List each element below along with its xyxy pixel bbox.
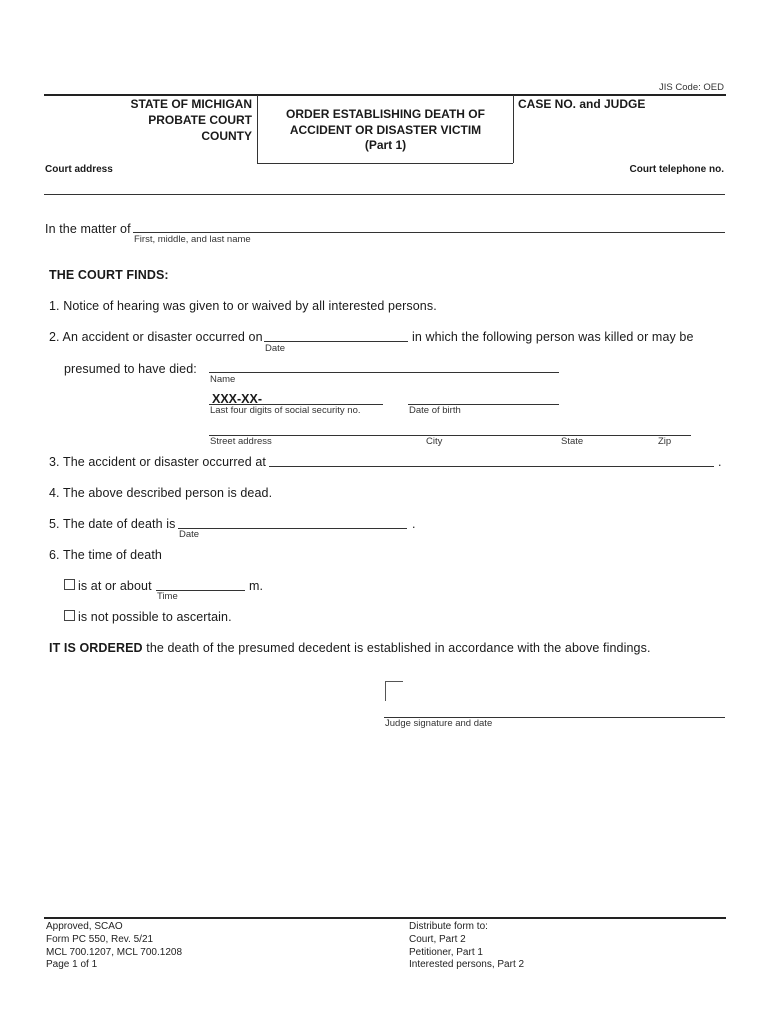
footer-page: Page 1 of 1 — [46, 959, 98, 971]
time-known-checkbox[interactable] — [64, 579, 75, 590]
accident-location-field[interactable] — [269, 466, 714, 467]
court-type: PROBATE COURT — [148, 113, 252, 127]
matter-label: In the matter of — [45, 222, 131, 236]
finding-1: 1. Notice of hearing was given to or waived by all interested persons. — [49, 299, 437, 313]
header-divider-2 — [513, 95, 514, 163]
form-title — [258, 107, 513, 154]
jis-code: JIS Code: OED — [659, 82, 724, 93]
order-statement — [49, 641, 651, 655]
court-address-line[interactable] — [44, 194, 725, 195]
footer-left — [46, 921, 182, 972]
ssn-prefix: XXX-XX- — [212, 392, 263, 406]
finding-2-text-c: presumed to have died: — [64, 362, 197, 376]
death-date-label: Date — [179, 529, 200, 540]
signature-corner-mark — [385, 681, 403, 701]
order-bold: IT IS ORDERED — [49, 641, 143, 655]
ssn-label: Last four digits of social security no. — [210, 405, 361, 416]
state-label: State — [561, 436, 584, 447]
footer-right — [409, 921, 524, 972]
state-name: STATE OF MICHIGAN — [130, 97, 252, 111]
court-finds-heading: THE COURT FINDS: — [49, 268, 169, 282]
city-label: City — [426, 436, 443, 447]
time-unknown-checkbox[interactable] — [64, 610, 75, 621]
accident-date-label: Date — [265, 343, 286, 354]
dob-label: Date of birth — [409, 405, 461, 416]
form-title-line3: (Part 1) — [364, 138, 407, 152]
footer-petitioner-part: Petitioner, Part 1 — [409, 946, 483, 958]
matter-sub-label: First, middle, and last name — [134, 234, 251, 245]
victim-name-field[interactable] — [209, 372, 559, 373]
form-title-line2: ACCIDENT OR DISASTER VICTIM — [289, 122, 482, 137]
address-field[interactable] — [209, 435, 691, 436]
footer-interested-part: Interested persons, Part 2 — [409, 959, 525, 971]
finding-3: 3. The accident or disaster occurred at — [49, 455, 266, 469]
court-address-label: Court address — [45, 164, 113, 175]
footer-mcl: MCL 700.1207, MCL 700.1208 — [46, 946, 183, 958]
time-suffix: m. — [249, 579, 264, 593]
footer-approved: Approved, SCAO — [46, 921, 123, 932]
footer-form-number: Form PC 550, Rev. 5/21 — [46, 933, 154, 945]
signature-label: Judge signature and date — [385, 718, 493, 729]
matter-name-field[interactable] — [133, 232, 725, 233]
court-phone-label: Court telephone no. — [629, 164, 724, 175]
finding-5: 5. The date of death is — [49, 517, 176, 531]
finding-5-period: . — [412, 517, 416, 531]
finding-2-text-b: in which the following person was killed or may be — [412, 330, 694, 344]
order-text: the death of the presumed decedent is established in accordance with the above findings. — [146, 641, 651, 655]
court-heading — [44, 96, 252, 144]
street-label: Street address — [210, 436, 272, 447]
finding-6: 6. The time of death — [49, 548, 162, 562]
form-title-line1: ORDER ESTABLISHING DEATH OF — [286, 107, 485, 121]
time-label: Time — [157, 591, 178, 602]
header-title-bottom — [257, 163, 513, 164]
county-label: COUNTY — [201, 129, 252, 143]
death-date-field[interactable] — [178, 528, 407, 529]
victim-name-label: Name — [210, 374, 236, 385]
finding-2-text-a: 2. An accident or disaster occurred on — [49, 330, 263, 344]
footer-court-part: Court, Part 2 — [409, 933, 466, 945]
finding-4: 4. The above described person is dead. — [49, 486, 273, 500]
finding-3-period: . — [718, 455, 722, 469]
footer-distribute: Distribute form to: — [409, 921, 488, 932]
time-unknown-label: is not possible to ascertain. — [78, 610, 232, 624]
footer-rule — [44, 917, 726, 919]
accident-date-field[interactable] — [264, 341, 408, 342]
case-no-label: CASE NO. and JUDGE — [518, 97, 646, 111]
zip-label: Zip — [658, 436, 672, 447]
time-known-label: is at or about — [78, 579, 152, 593]
